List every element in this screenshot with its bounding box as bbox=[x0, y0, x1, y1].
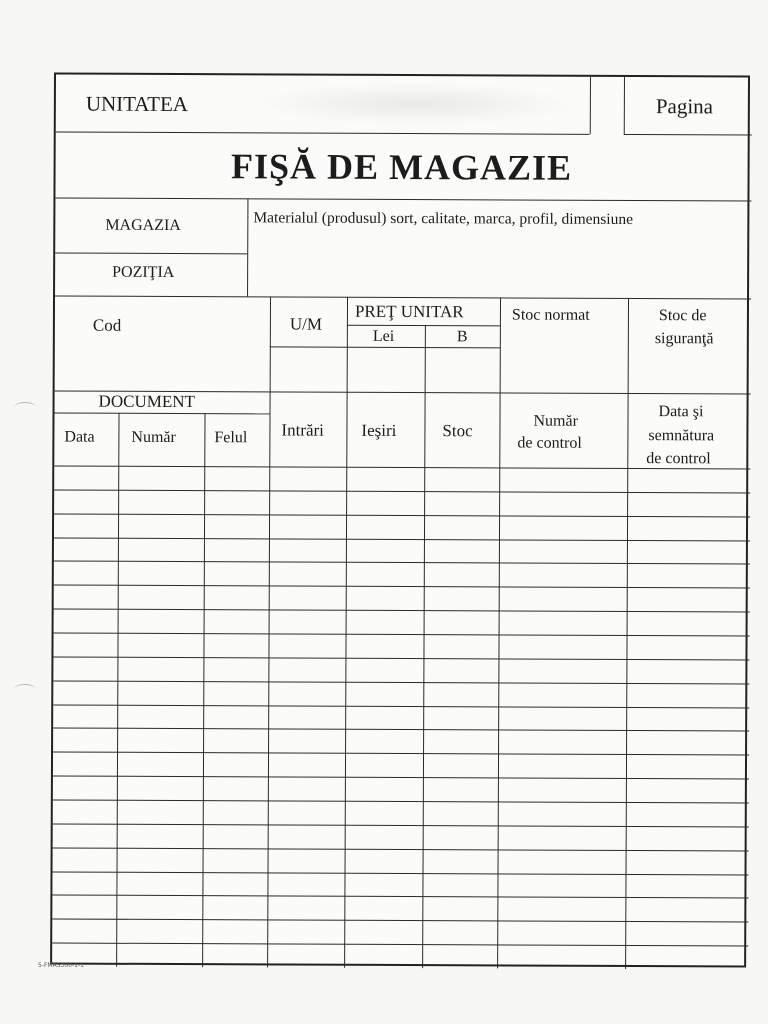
code-label: Cod bbox=[92, 315, 122, 335]
unit-name-smudge bbox=[251, 81, 581, 126]
table-row-divider bbox=[54, 513, 750, 517]
table-row-divider bbox=[53, 847, 749, 851]
table-row-divider bbox=[53, 823, 749, 827]
price-b-label: B bbox=[456, 328, 468, 346]
safety-stock-label-2: siguranţă bbox=[654, 330, 714, 348]
table-row-divider bbox=[54, 561, 750, 565]
table-row-divider bbox=[54, 585, 750, 589]
table-row-divider bbox=[53, 776, 749, 780]
table-row-divider bbox=[54, 609, 750, 613]
table-row-divider bbox=[53, 752, 749, 756]
table-row-divider bbox=[54, 632, 750, 636]
binder-hole-mark bbox=[14, 684, 36, 695]
stock-norm-label: Stoc normat bbox=[511, 306, 590, 324]
warehouse-card-form bbox=[50, 72, 750, 967]
table-row-divider bbox=[52, 895, 748, 899]
table-row-divider bbox=[53, 799, 749, 803]
doc-type-label: Felul bbox=[214, 429, 248, 447]
position-label: POZIŢIA bbox=[112, 263, 175, 282]
table-row-divider bbox=[53, 728, 749, 732]
doc-date-label: Data bbox=[64, 428, 95, 446]
table-row-divider bbox=[53, 871, 749, 875]
doc-number-label: Număr bbox=[131, 428, 176, 447]
warehouse-label: MAGAZIA bbox=[105, 216, 181, 235]
material-label: Materialul (produsul) sort, calitate, marca, profil, dimensiune bbox=[253, 209, 634, 229]
table-row-divider bbox=[53, 680, 749, 684]
table-row-divider bbox=[53, 704, 749, 708]
control-sign-label-2: semnătura bbox=[648, 427, 715, 445]
form-title: FIŞĂ DE MAGAZIE bbox=[230, 146, 573, 188]
unit-measure-label: U/M bbox=[289, 314, 323, 334]
price-lei-label: Lei bbox=[372, 327, 395, 345]
document-label: DOCUMENT bbox=[98, 391, 195, 412]
entries-label: Intrări bbox=[281, 420, 324, 440]
stock-label: Stoc bbox=[442, 421, 473, 441]
safety-stock-label-1: Stoc de bbox=[658, 307, 707, 325]
table-row-divider bbox=[52, 919, 748, 923]
control-sign-label-3: de control bbox=[646, 450, 711, 468]
unit-price-label: PREŢ UNITAR bbox=[354, 301, 464, 322]
table-row-divider bbox=[54, 537, 750, 541]
page-label: Pagina bbox=[655, 94, 714, 119]
table-row-divider bbox=[53, 656, 749, 660]
control-sign-label-1: Data şi bbox=[658, 403, 704, 421]
table-row-divider bbox=[52, 943, 748, 947]
control-number-label-1: Număr bbox=[533, 412, 578, 430]
form-code: 5-FMAS300-1-1 bbox=[38, 962, 84, 969]
table-row-divider bbox=[54, 489, 750, 493]
binder-hole-mark bbox=[14, 402, 36, 413]
control-number-label-2: de control bbox=[517, 434, 582, 452]
ledger-body bbox=[56, 74, 748, 77]
exits-label: Ieşiri bbox=[361, 420, 397, 440]
unit-label: UNITATEA bbox=[85, 91, 189, 117]
